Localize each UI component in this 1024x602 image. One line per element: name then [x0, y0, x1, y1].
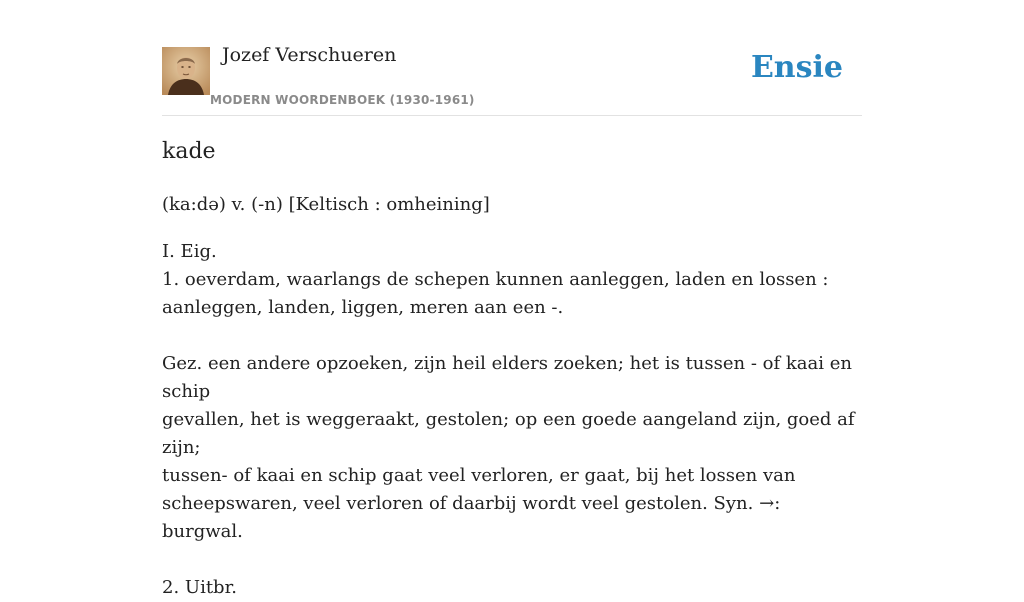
paragraph-gap [162, 546, 862, 574]
entry-headword: kade [162, 139, 216, 164]
expression-line: Gez. een andere opzoeken, zijn heil elders zoeken; het is tussen - of kaai en schip [162, 353, 852, 402]
paragraph-gap [162, 322, 862, 350]
entry-header [162, 0, 862, 116]
ensie-logo[interactable]: Ensie [750, 50, 843, 85]
source-label[interactable]: MODERN WOORDENBOEK (1930-1961) [210, 93, 475, 107]
sense-heading: 2. Uitbr. [162, 577, 237, 598]
definition-body [162, 238, 862, 602]
expression-text: scheepswaren, veel verloren of daarbij wordt veel gestolen. Syn. [162, 493, 760, 514]
author-avatar[interactable] [162, 47, 210, 95]
expression-line [162, 490, 862, 546]
content-container [162, 0, 862, 598]
author-name[interactable]: Jozef Verschueren [222, 44, 397, 66]
synonym-text: : burgwal. [162, 493, 781, 542]
expression-line: tussen- of kaai en schip gaat veel verloren, er gaat, bij het lossen van [162, 465, 796, 486]
sense-heading: I. Eig. [162, 241, 217, 262]
pronunciation-line: (ka:də) v. (-n) [Keltisch : omheining] [162, 194, 490, 215]
cross-reference-arrow-icon[interactable]: → [759, 493, 775, 514]
definition-line: 1. oeverdam, waarlangs de schepen kunnen aanleggen, laden en lossen : [162, 269, 829, 290]
definition-line: aanleggen, landen, liggen, meren aan een -. [162, 297, 564, 318]
portrait-image [162, 47, 210, 95]
expression-line: gevallen, het is weggeraakt, gestolen; op een goede aangeland zijn, goed af zijn; [162, 409, 855, 458]
